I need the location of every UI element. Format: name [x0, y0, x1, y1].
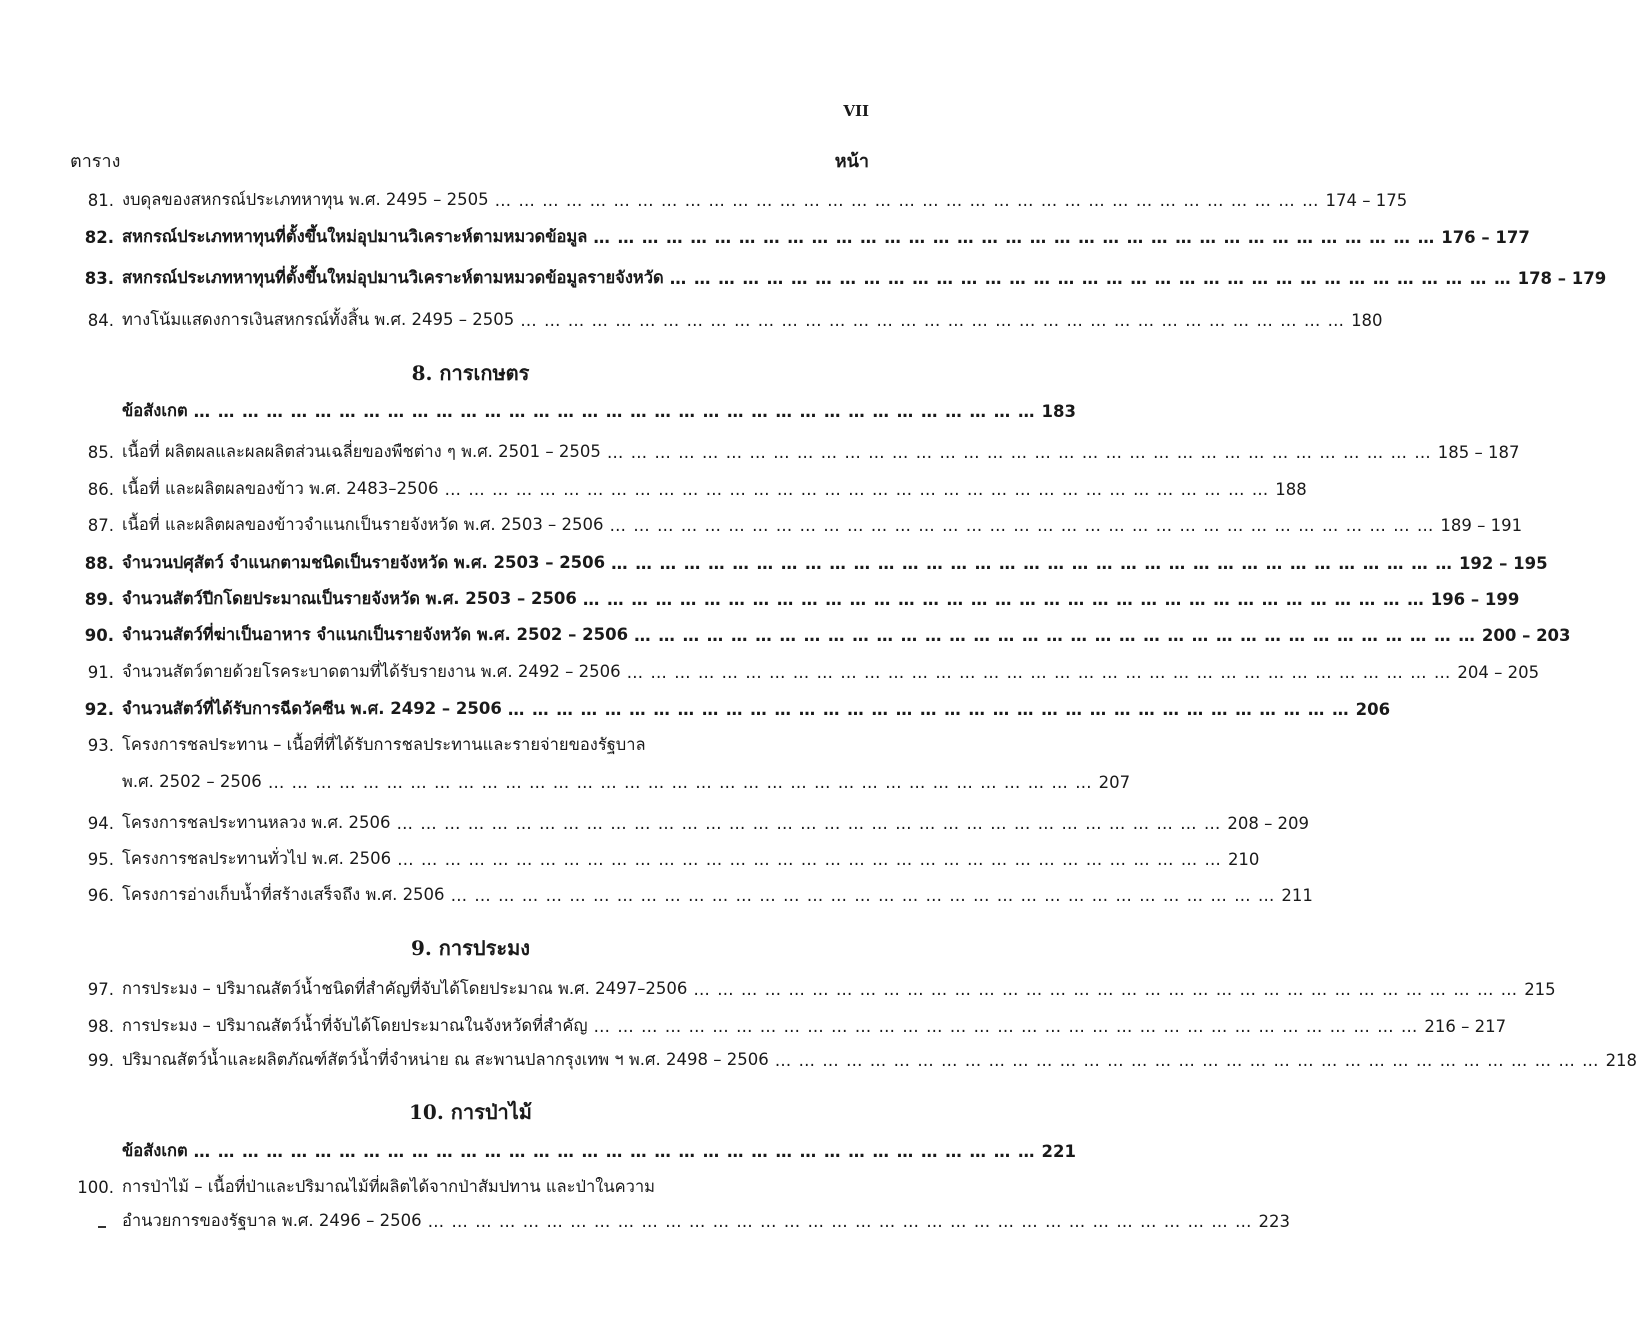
leader-dots	[604, 516, 1441, 535]
entry-number: 99.	[87, 1050, 114, 1070]
entry-number: 87.	[87, 515, 114, 535]
leader-dots	[262, 773, 1099, 792]
entry-page: 204 – 205	[1457, 662, 1540, 682]
entry-title: สหกรณ์ประเภทหาทุนที่ตั้งขึ้นใหม่อุปมานวิเคราะห์ตามหมวดข้อมูลรายจังหวัด	[122, 268, 664, 287]
toc-entry	[70, 1174, 875, 1200]
entry-page: 192 – 195	[1458, 553, 1548, 573]
entry-page: 210	[1227, 849, 1260, 869]
entry-number: 81.	[87, 190, 114, 210]
entry-page: 206	[1355, 699, 1391, 719]
leader-dots	[188, 1142, 1042, 1161]
entry-title: ปริมาณสัตว์น้ำและผลิตภัณฑ์สัตว์น้ำที่จำหน่าย ณ สะพานปลากรุงเทพ ฯ พ.ศ. 2498 – 2506	[122, 1050, 769, 1069]
entry-title: จำนวนสัตว์ตายด้วยโรคระบาดตามที่ได้รับรายงาน พ.ศ. 2492 – 2506	[122, 662, 621, 681]
entry-title: การป่าไม้ – เนื้อที่ป่าและปริมาณไม้ที่ผลิตได้จากป่าสัมปทาน และป่าในความ	[122, 1177, 656, 1196]
entry-page: 188	[1275, 479, 1307, 499]
leader-dots	[502, 700, 1356, 719]
entry-page: 174 – 175	[1325, 190, 1408, 210]
entry-number: 91.	[87, 662, 114, 682]
entry-title: จำนวนสัตว์ที่ได้รับการฉีดวัคซีน พ.ศ. 2492 – 2506	[122, 699, 502, 718]
entry-number: 96.	[87, 885, 114, 905]
entry-title: จำนวนปศุสัตว์ จำแนกตามชนิดเป็นรายจังหวัด พ.ศ. 2503 – 2506	[122, 553, 606, 572]
entry-page: 215	[1524, 979, 1556, 999]
toc-entry	[70, 696, 1391, 722]
toc-entry	[70, 846, 1260, 872]
leader-dots	[489, 191, 1326, 210]
leader-dots	[514, 311, 1351, 330]
leader-dots	[391, 850, 1228, 869]
entry-page: 207	[1098, 772, 1131, 792]
entry-page: 200 – 203	[1481, 625, 1571, 645]
entry-page: 180	[1351, 310, 1383, 330]
note-title: ข้อสังเกต	[122, 401, 188, 420]
entry-number: 84.	[87, 310, 114, 330]
leader-dots	[769, 1051, 1606, 1070]
entry-title: การประมง – ปริมาณสัตว์น้ำที่จับได้โดยประมาณในจังหวัดที่สำคัญ	[122, 1016, 588, 1035]
toc-entry	[70, 882, 1313, 908]
toc-entry	[70, 187, 1408, 213]
toc-entry-continuation	[70, 1208, 1290, 1234]
entry-title-continued: อำนวยการของรัฐบาล พ.ศ. 2496 – 2506	[122, 1211, 422, 1230]
entry-number: 100.	[77, 1177, 114, 1197]
entry-page: 208 – 209	[1227, 813, 1310, 833]
entry-page: 189 – 191	[1440, 515, 1523, 535]
toc-entry	[70, 512, 1523, 538]
toc-entry	[70, 659, 1540, 685]
entry-title: งบดุลของสหกรณ์ประเภทหาทุน พ.ศ. 2495 – 2505	[122, 190, 489, 209]
leader-dots	[601, 443, 1438, 462]
toc-entry	[70, 265, 1607, 291]
leader-dots	[687, 980, 1524, 999]
toc-entry	[70, 622, 1571, 648]
toc-entry	[70, 732, 875, 758]
toc-entry	[70, 224, 1530, 250]
leader-dots	[422, 1212, 1259, 1231]
entry-page: 211	[1281, 885, 1313, 905]
entry-title: ทางโน้มแสดงการเงินสหกรณ์ทั้งสิ้น พ.ศ. 2495 – 2505	[122, 310, 515, 329]
entry-number: 90.	[84, 625, 114, 645]
leader-dots	[188, 402, 1042, 421]
leader-dots	[588, 1017, 1425, 1036]
entry-title: เนื้อที่ ผลิตผลและผลผลิตส่วนเฉลี่ยของพืชต่าง ๆ พ.ศ. 2501 – 2505	[122, 442, 601, 461]
entry-page: 176 – 177	[1441, 227, 1530, 247]
entry-title: โครงการชลประทานทั่วไป พ.ศ. 2506	[122, 849, 392, 868]
entry-title: โครงการชลประทานหลวง พ.ศ. 2506	[122, 813, 391, 832]
entry-page: 185 – 187	[1437, 442, 1520, 462]
leader-dots	[445, 886, 1282, 905]
toc-entry	[70, 476, 1307, 502]
note-title: ข้อสังเกต	[122, 1141, 188, 1160]
leader-dots	[605, 554, 1459, 573]
entry-page: 216 – 217	[1424, 1016, 1507, 1036]
toc-entry	[70, 976, 1556, 1002]
section-heading: 9. การประมง	[410, 936, 531, 960]
toc-note	[70, 1138, 1076, 1164]
entry-page: 218	[1605, 1050, 1637, 1070]
toc-entry	[70, 550, 1548, 576]
entry-page: 178 – 179	[1517, 268, 1607, 288]
entry-number: 86.	[87, 479, 114, 499]
entry-title: จำนวนสัตว์ปีกโดยประมาณเป็นรายจังหวัด พ.ศ. 2503 – 2506	[122, 589, 577, 608]
leader-dots	[587, 228, 1441, 247]
entry-title: โครงการชลประทาน – เนื้อที่ที่ได้รับการชลประทานและรายจ่ายของรัฐบาล	[122, 735, 646, 754]
section-heading: 8. การเกษตร	[411, 361, 530, 385]
entry-title: เนื้อที่ และผลิตผลของข้าว พ.ศ. 2483–2506	[122, 479, 439, 498]
toc-entry	[70, 1047, 1637, 1073]
entry-number: 93.	[87, 735, 114, 755]
leader-dots	[391, 814, 1228, 833]
leader-dots	[628, 626, 1482, 645]
toc-entry	[70, 439, 1520, 465]
entry-number: 89.	[84, 589, 114, 609]
column-header-page: หน้า	[834, 151, 869, 172]
entry-page: 183	[1041, 401, 1076, 421]
entry-title: การประมง – ปริมาณสัตว์น้ำชนิดที่สำคัญที่จับได้โดยประมาณ พ.ศ. 2497–2506	[122, 979, 688, 998]
leader-dots	[577, 590, 1431, 609]
entry-number: 98.	[87, 1016, 114, 1036]
page-number: VII	[843, 102, 869, 120]
entry-number: 85.	[87, 442, 114, 462]
section-heading: 10. การป่าไม้	[408, 1100, 532, 1124]
entry-title: สหกรณ์ประเภทหาทุนที่ตั้งขึ้นใหม่อุปมานวิเคราะห์ตามหมวดข้อมูล	[122, 227, 588, 246]
entry-number: 95.	[87, 849, 114, 869]
scan-mark	[98, 1226, 106, 1228]
entry-page: 223	[1258, 1211, 1290, 1231]
leader-dots	[438, 480, 1275, 499]
entry-number: 82.	[84, 227, 114, 247]
entry-page: 221	[1041, 1141, 1076, 1161]
entry-title: เนื้อที่ และผลิตผลของข้าวจำแนกเป็นรายจังหวัด พ.ศ. 2503 – 2506	[122, 515, 604, 534]
entry-title-continued: พ.ศ. 2502 – 2506	[122, 772, 262, 791]
leader-dots	[621, 663, 1458, 682]
toc-entry	[70, 307, 1383, 333]
entry-number: 88.	[84, 553, 114, 573]
entry-number: 83.	[84, 268, 114, 288]
entry-number: 94.	[87, 813, 114, 833]
entry-number: 92.	[84, 699, 114, 719]
column-header-table: ตาราง	[70, 151, 121, 172]
toc-entry	[70, 810, 1310, 836]
entry-title: โครงการอ่างเก็บน้ำที่สร้างเสร็จถึง พ.ศ. 2506	[122, 885, 445, 904]
toc-entry	[70, 586, 1520, 612]
toc-entry	[70, 1013, 1507, 1039]
leader-dots	[664, 269, 1518, 288]
entry-number: 97.	[87, 979, 114, 999]
toc-entry-continuation	[70, 769, 1131, 795]
entry-page: 196 – 199	[1430, 589, 1520, 609]
entry-title: จำนวนสัตว์ที่ฆ่าเป็นอาหาร จำแนกเป็นรายจังหวัด พ.ศ. 2502 – 2506	[122, 625, 629, 644]
toc-note	[70, 398, 1076, 424]
